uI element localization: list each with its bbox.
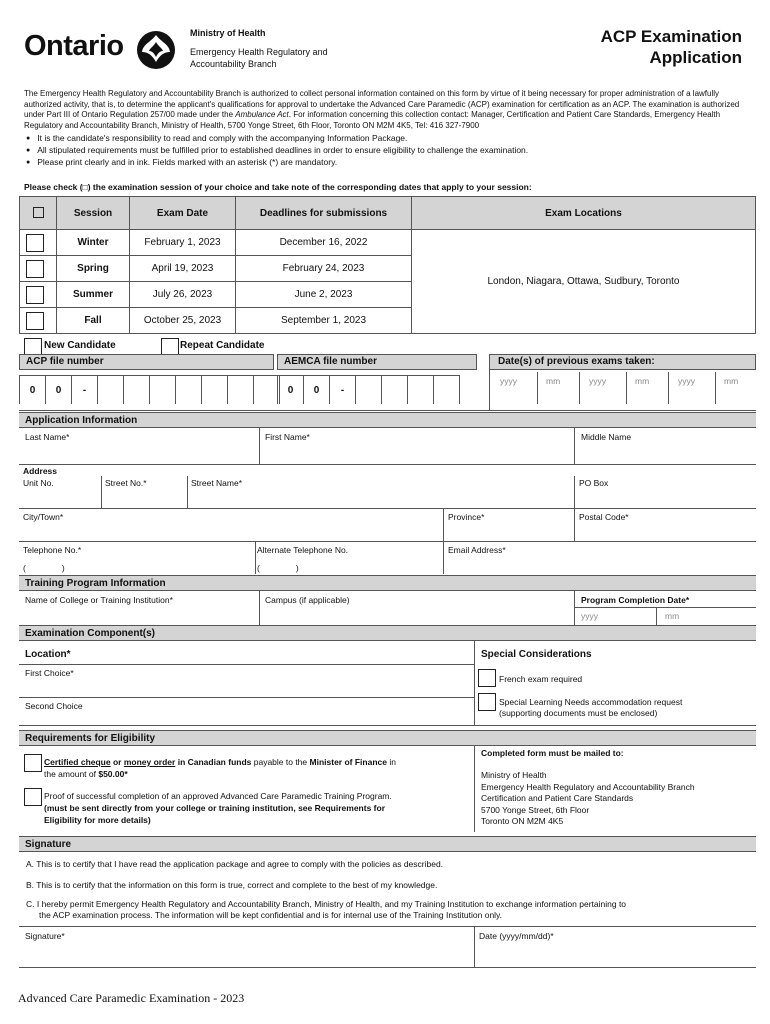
mail-to-label: Completed form must be mailed to: bbox=[481, 748, 624, 758]
session-checkbox-spring[interactable] bbox=[26, 260, 44, 278]
acp-file-input[interactable]: 0 0 - bbox=[19, 375, 280, 404]
second-choice-label: Second Choice bbox=[25, 701, 83, 711]
exam-components-header: Examination Component(s) bbox=[19, 625, 756, 641]
instruction-item: ● It is the candidate's responsibility to read and comply with the accompanying Information Package. bbox=[24, 133, 528, 145]
last-name-label: Last Name* bbox=[25, 432, 70, 442]
session-checkbox-summer[interactable] bbox=[26, 286, 44, 304]
training-program-header: Training Program Information bbox=[19, 575, 756, 591]
email-label: Email Address* bbox=[448, 545, 506, 555]
application-info-header: Application Information bbox=[19, 412, 756, 428]
address-label: Address bbox=[23, 466, 58, 476]
first-choice-label: First Choice* bbox=[25, 668, 74, 678]
branch-name: Emergency Health Regulatory and Accountability Branch bbox=[190, 47, 328, 69]
completion-date-label: Program Completion Date* bbox=[581, 595, 690, 605]
session-table bbox=[19, 196, 756, 334]
campus-label: Campus (if applicable) bbox=[265, 595, 350, 605]
aemca-file-input[interactable]: 0 0 - bbox=[277, 375, 460, 404]
college-label: Name of College or Training Institution* bbox=[25, 595, 173, 605]
address-row bbox=[19, 464, 756, 509]
footer-text: Advanced Care Paramedic Examination - 2023 bbox=[18, 991, 245, 1005]
alt-telephone-area-code[interactable]: ( ) bbox=[257, 563, 299, 573]
cheque-requirement: Certified cheque or money order in Canadian funds payable to the Minister of Finance in the amount of $50.00* bbox=[44, 757, 396, 779]
instruction-item: ● Please print clearly and in ink. Fields marked with an asterisk (*) are mandatory. bbox=[24, 157, 528, 169]
exam-locations: London, Niagara, Ottawa, Sudbury, Toronto bbox=[412, 230, 756, 334]
previous-exams-label: Date(s) of previous exams taken: bbox=[489, 354, 756, 370]
header-session: Session bbox=[57, 197, 130, 230]
special-considerations-label: Special Considerations bbox=[481, 649, 592, 660]
acp-file-label: ACP file number bbox=[19, 354, 274, 370]
training-row bbox=[19, 591, 756, 625]
eligibility-block bbox=[19, 746, 756, 832]
street-name-label: Street Name* bbox=[191, 478, 243, 488]
previous-exams-dates[interactable]: yyyy mm yyyy mm yyyy mm bbox=[489, 370, 756, 410]
signature-input[interactable] bbox=[19, 939, 474, 967]
header-checkbox-col bbox=[20, 197, 57, 230]
po-box-label: PO Box bbox=[579, 478, 609, 488]
form-title: ACP Examination Application bbox=[600, 27, 742, 67]
telephone-area-code[interactable]: ( ) bbox=[23, 563, 65, 573]
telephone-label: Telephone No.* bbox=[23, 545, 82, 555]
privacy-notice: The Emergency Health Regulatory and Accountability Branch is authorized to collect personal information contained on this form by virtue of it being necessary for proper administration of a lawfully authorized activity, that is, to determine the applicant's qualifications for approval to undertake the Advanced Care Paramedic (ACP) examination for certification as an ACP. The examination is authorized under Part III of Ontario Regulation 257/00 made under the Ambulance Act. For information concerning this collection contact: Manager, Certification and Patient Care Standards, Emergency Health Regulatory and Accountability Branch, Ministry of Health, 5700 Yonge Street, 6th Floor, Toronto ON M2M 4K5, Tel: 416 327-7900 bbox=[24, 89, 740, 130]
table-row: Spring April 19, 2023 February 24, 2023 bbox=[20, 256, 756, 282]
province-label: Province* bbox=[448, 512, 485, 522]
header-deadlines: Deadlines for submissions bbox=[236, 197, 412, 230]
instructions-list bbox=[24, 133, 528, 169]
mailing-address: Ministry of Health Emergency Health Regulatory and Accountability Branch Certification and Patient Care Standards 5700 Yonge Street, 6th Floor Toronto ON M2M 4K5 bbox=[481, 770, 695, 826]
special-needs-label: Special Learning Needs accommodation request (supporting documents must be enclosed) bbox=[499, 697, 683, 718]
new-candidate-label: New Candidate bbox=[44, 340, 116, 351]
french-exam-checkbox[interactable] bbox=[478, 669, 496, 687]
special-needs-checkbox[interactable] bbox=[478, 693, 496, 711]
signature-row bbox=[19, 926, 756, 968]
eligibility-header: Requirements for Eligibility bbox=[19, 730, 756, 746]
signature-header: Signature bbox=[19, 836, 756, 852]
date-input[interactable] bbox=[475, 939, 755, 967]
table-row: Summer July 26, 2023 June 2, 2023 bbox=[20, 282, 756, 308]
aemca-file-label: AEMCA file number bbox=[277, 354, 477, 370]
session-checkbox-fall[interactable] bbox=[26, 312, 44, 330]
alt-telephone-label: Alternate Telephone No. bbox=[257, 545, 349, 555]
postal-code-label: Postal Code* bbox=[579, 512, 629, 522]
certify-c: C. I hereby permit Emergency Health Regulatory and Accountability Branch, Ministry of Health, and my Training Institution to exchange information pertaining to the ACP examination process. The information will be kept confidential and is for internal use of the Training Institution only. bbox=[26, 899, 627, 920]
city-label: City/Town* bbox=[23, 512, 64, 522]
unit-no-label: Unit No. bbox=[23, 478, 54, 488]
street-no-label: Street No.* bbox=[105, 478, 147, 488]
instruction-item: ● All stipulated requirements must be fulfilled prior to established deadlines in order to ensure eligibility to challenge the examination. bbox=[24, 145, 528, 157]
certify-a: A. This is to certify that I have read the application package and agree to comply with the policies as described. bbox=[26, 859, 444, 869]
trillium-logo-icon bbox=[136, 30, 176, 70]
training-proof-requirement: Proof of successful completion of an approved Advanced Care Paramedic Training Program. (must be sent directly from your college or training institution, see Requirements for Eligibility for more details) bbox=[44, 791, 392, 825]
name-row bbox=[19, 428, 756, 465]
ontario-logo-text: Ontario bbox=[24, 30, 124, 62]
ministry-name: Ministry of Health bbox=[190, 28, 266, 38]
city-row bbox=[19, 508, 756, 542]
session-checkbox-winter[interactable] bbox=[26, 234, 44, 252]
exam-components-block bbox=[19, 641, 756, 726]
signature-label: Signature* bbox=[25, 931, 65, 941]
phone-row bbox=[19, 541, 756, 574]
middle-name-label: Middle Name bbox=[581, 432, 632, 442]
date-label: Date (yyyy/mm/dd)* bbox=[479, 931, 554, 941]
last-name-input[interactable] bbox=[259, 428, 260, 464]
table-row: Fall October 25, 2023 September 1, 2023 bbox=[20, 308, 756, 334]
session-instruction: Please check (□) the examination session of your choice and take note of the corresponding dates that apply to your session: bbox=[24, 182, 532, 192]
header-exam-date: Exam Date bbox=[130, 197, 236, 230]
file-number-block bbox=[19, 354, 756, 411]
certify-b: B. This is to certify that the information on this form is true, correct and complete to the best of my knowledge. bbox=[26, 880, 438, 890]
training-proof-checkbox[interactable] bbox=[24, 788, 42, 806]
cheque-checkbox[interactable] bbox=[24, 754, 42, 772]
french-exam-label: French exam required bbox=[499, 674, 583, 684]
completion-yyyy[interactable]: yyyy bbox=[581, 611, 598, 621]
completion-mm[interactable]: mm bbox=[665, 611, 680, 621]
repeat-candidate-label: Repeat Candidate bbox=[180, 340, 265, 351]
location-label: Location* bbox=[25, 649, 71, 660]
table-row: Winter February 1, 2023 December 16, 2022 London, Niagara, Ottawa, Sudbury, Toronto bbox=[20, 230, 756, 256]
header-locations: Exam Locations bbox=[412, 197, 756, 230]
first-name-label: First Name* bbox=[265, 432, 310, 442]
